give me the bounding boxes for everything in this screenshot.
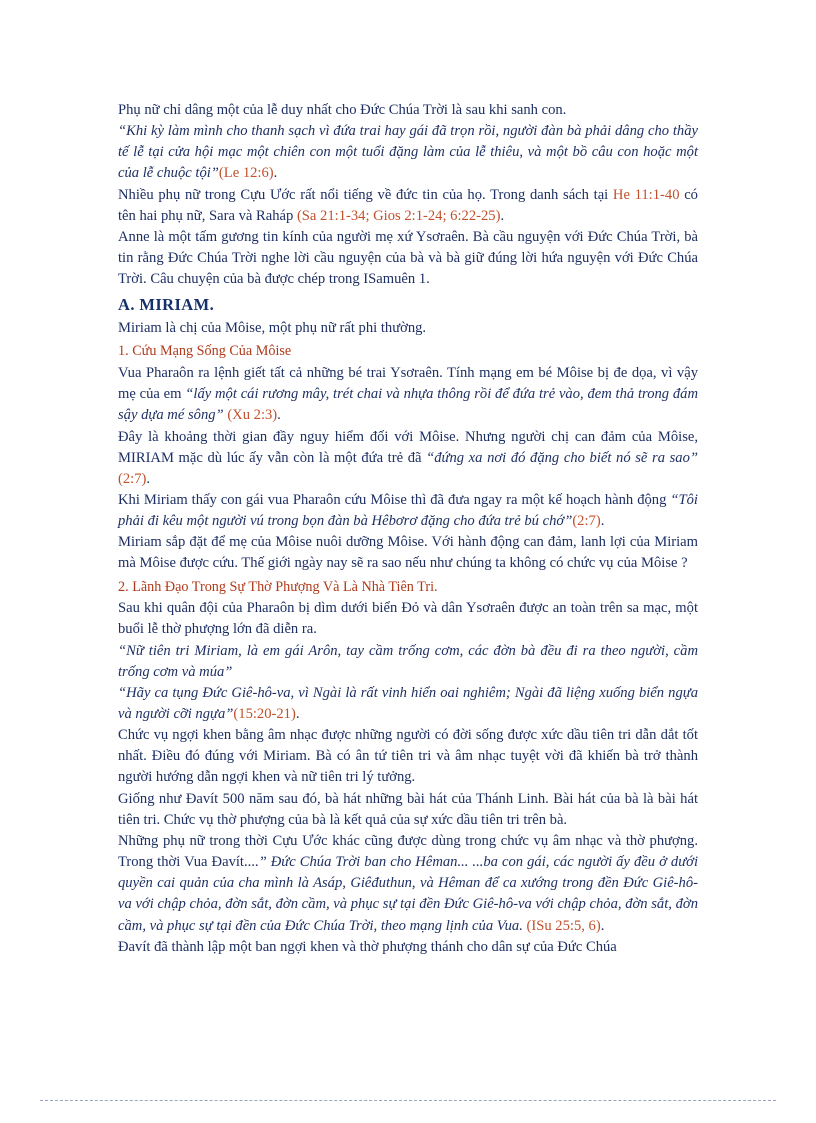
- text-run: .: [277, 407, 281, 424]
- text-run: .: [500, 207, 505, 224]
- text-run: “Hãy ca tụng Đức Giê-hô-va, vì Ngài là rất vinh hiển oai nghiêm; Ngài đã liệng xuống biển ngựa và người cỡi ngựa”: [118, 684, 698, 723]
- text-run: “Tôi phải đi kêu một người vú trong bọn đàn bà Hêbơrơ đặng cho đứa trẻ bú chớ”: [118, 492, 698, 530]
- text-run: .: [600, 917, 605, 934]
- text-run: A. MIRIAM.: [118, 295, 215, 315]
- paragraph: [118, 937, 698, 958]
- scripture-reference: (2:7): [118, 470, 147, 487]
- text-run: Chức vụ ngợi khen bằng âm nhạc được những người có đời sống được xức dầu tiên tri dẫn dắt tốt nhất. Điều đó đúng với Miriam. Bà có ân tứ tiên tri và âm nhạc tuyệt vời đã khiến bà trở thành người hướng dẫn ngợi khen và nữ tiên tri lý tưởng.: [118, 727, 698, 786]
- text-run: .: [295, 706, 300, 723]
- paragraph: [118, 598, 698, 640]
- text-run: Anne là một tấm gương tin kính của người mẹ xứ Ysơraên. Bà cầu nguyện với Đức Chúa Trời, bà tin rằng Đức Chúa Trời nghe lời cầu nguyện của bà và bà giữ đúng lời hứa nguyện với Đức Chúa Trời. Câu chuyện của bà được chép trong ISamuên 1.: [118, 228, 698, 288]
- scripture-reference: (Xu 2:3): [227, 407, 278, 424]
- text-run: “lấy một cái rương mây, trét chai và nhựa thông rồi để đứa trẻ vào, đem thả trong đám sậy dựa mé sông”: [118, 386, 698, 424]
- text-run: .: [273, 165, 278, 182]
- text-run: Những phụ nữ trong thời Cựu Ước khác cũng được dùng trong chức vụ âm nhạc và thờ phượng. Trong thời Vua Đavít....: [118, 832, 698, 871]
- text-run: Sau khi quân đội của Pharaôn bị dìm dưới biển Đỏ và dân Ysơraên được an toàn trên sa mạc, một buổi lễ thờ phượng lớn đã diễn ra.: [118, 600, 698, 638]
- text-run: 1. Cứu Mạng Sống Của Môise: [118, 343, 292, 360]
- paragraph: [118, 121, 698, 184]
- scripture-reference: (15:20-21): [233, 706, 296, 723]
- text-run: Đavít đã thành lập một ban ngợi khen và thờ phượng thánh cho dân sự của Đức Chúa: [118, 938, 617, 955]
- text-run: 2. Lãnh Đạo Trong Sự Thờ Phượng Và Là Nhà Tiên Tri.: [118, 578, 438, 595]
- text-run: “Khi kỳ làm mình cho thanh sạch vì đứa trai hay gái đã trọn rồi, người đàn bà phải dâng cho thầy tế lễ tại cửa hội mạc một chiên con một tuổi đặng làm của lễ thiêu, và một bồ câu con hoặc một của lễ chuộc tội”: [118, 123, 698, 182]
- text-run: “Nữ tiên tri Miriam, là em gái Arôn, tay cầm trống cơm, các đờn bà đều đi ra theo người, cầm trống cơm và múa”: [118, 642, 698, 680]
- text-run: Miriam là chị của Môise, một phụ nữ rất phi thường.: [118, 320, 427, 337]
- text-run: Miriam sắp đặt để mẹ của Môise nuôi dưỡng Môise. Với hành động can đảm, lanh lợi của Miriam mà Môise được cứu. Thế giới ngày nay sẽ ra sao nếu như chúng ta không có chức vụ của Môise ?: [118, 534, 698, 572]
- scripture-reference: (Le 12:6): [218, 165, 274, 182]
- paragraph: [118, 227, 698, 290]
- paragraph: [118, 789, 698, 831]
- section-heading: [118, 293, 698, 317]
- text-run: .: [600, 513, 605, 530]
- scripture-reference: (2:7): [572, 513, 601, 530]
- paragraph: [118, 725, 698, 788]
- paragraph: [118, 363, 698, 426]
- paragraph: [118, 683, 698, 725]
- document-body: [118, 100, 698, 958]
- paragraph: [118, 490, 698, 532]
- text-run: Giống như Đavít 500 năm sau đó, bà hát những bài hát của Thánh Linh. Bài hát của bà là bài hát tiên tri. Chức vụ thờ phượng của bà là kết quả của sự xức dầu tiên tri trên bà.: [118, 790, 698, 828]
- paragraph: [118, 100, 698, 121]
- paragraph: [118, 427, 698, 490]
- text-run: .: [146, 470, 151, 487]
- text-run: “đứng xa nơi đó đặng cho biết nó sẽ ra sao”: [426, 449, 698, 466]
- text-run: Nhiều phụ nữ trong Cựu Ước rất nổi tiếng về đức tin của họ. Trong danh sách tại: [118, 186, 613, 203]
- text-run: Đây là khoảng thời gian đầy nguy hiểm đối với Môise. Nhưng người chị can đảm của Môise, MIRIAM mặc dù lúc ấy vẫn còn là một đứa trẻ đã: [118, 428, 698, 466]
- text-run: Vua Pharaôn ra lệnh giết tất cả những bé trai Ysơraên. Tính mạng em bé Môise bị đe dọa, vì vậy mẹ của em: [118, 365, 698, 403]
- footer-divider: [40, 1100, 776, 1101]
- paragraph: [118, 318, 698, 339]
- paragraph: [118, 532, 698, 574]
- scripture-reference: (Sa 21:1-34; Gios 2:1-24; 6:22-25): [296, 207, 501, 224]
- text-run: Khi Miriam thấy con gái vua Pharaôn cứu Môise thì đã đưa ngay ra một kế hoạch hành động: [118, 492, 671, 509]
- text-run: có tên hai phụ nữ, Sara và Raháp: [118, 186, 698, 224]
- paragraph: [118, 831, 698, 937]
- text-run: ” Đức Chúa Trời ban cho Hêman... ...ba con gái, các người ấy đều ở dưới quyền cai quản của cha mình là Asáp, Giêđuthun, và Hêman để ca xướng trong đền Đức Giê-hô-va với chập chỏa, đờn sắt, đờn cầm, và phục sự tại đền Đức Giê-hô-va với chập chỏa, đờn sắt, đờn cầm, và phục sự tại đền của Đức Chúa Trời, theo mạng lịnh của Vua.: [118, 854, 698, 934]
- scripture-reference: He 11:1-40: [612, 186, 680, 203]
- sub-heading: [118, 341, 698, 362]
- paragraph: [118, 641, 698, 683]
- paragraph: [118, 185, 698, 227]
- sub-heading: [118, 577, 698, 598]
- scripture-reference: (ISu 25:5, 6): [526, 917, 601, 934]
- text-run: Phụ nữ chỉ dâng một của lễ duy nhất cho Đức Chúa Trời là sau khi sanh con.: [118, 102, 567, 118]
